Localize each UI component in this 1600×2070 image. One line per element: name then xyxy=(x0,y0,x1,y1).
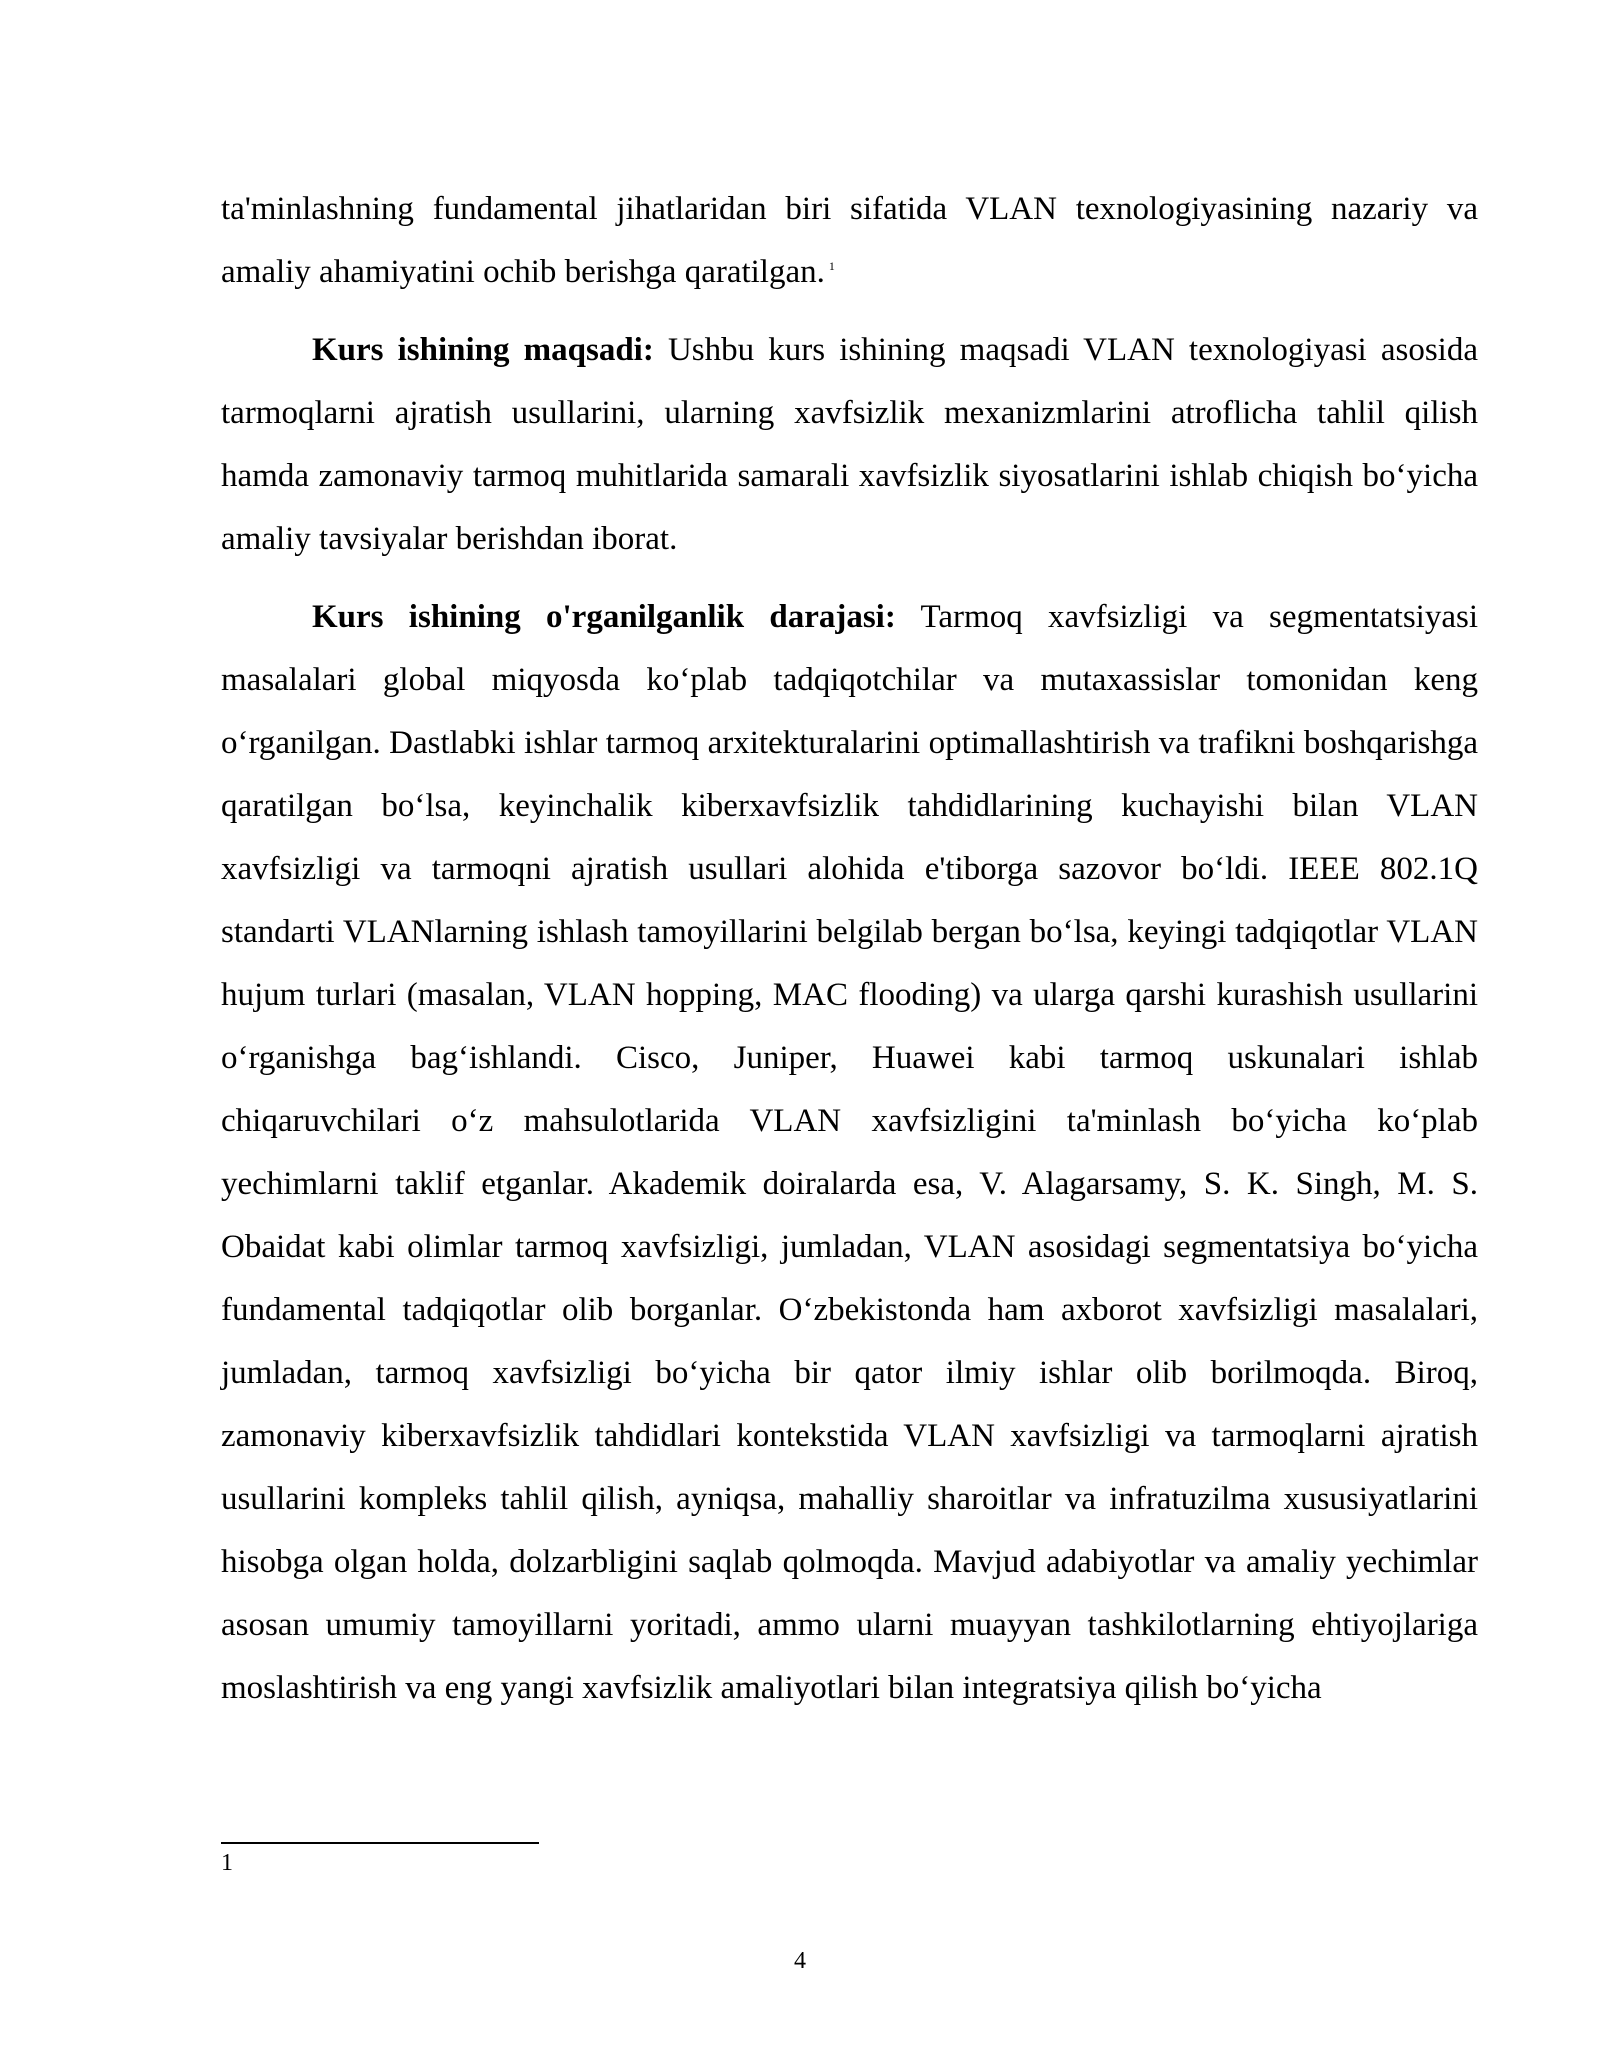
study-level-paragraph xyxy=(221,586,1478,1720)
footnote-separator xyxy=(221,1842,539,1844)
intro-paragraph xyxy=(221,178,1478,304)
study-level-heading: Kurs ishining o'rganilganlik darajasi: xyxy=(312,599,896,635)
footnote-reference[interactable]: 1 xyxy=(828,259,835,273)
goal-heading: Kurs ishining maqsadi: xyxy=(312,332,654,368)
study-level-text: Tarmoq xavfsizligi va segmentatsiyasi masalalari global miqyosda ko‘plab tadqiqotchilar va mutaxassislar tomonidan keng o‘rganilgan. Dastlabki ishlar tarmoq arxitekturalarini optimallashtirish va trafikni boshqarishga qaratilgan bo‘lsa, keyinchalik kiberxavfsizlik tahdidlarining kuchayishi bilan VLAN xavfsizligi va tarmoqni ajratish usullari alohida e'tiborga sazovor bo‘ldi. IEEE 802.1Q standarti VLANlarning ishlash tamoyillarini belgilab bergan bo‘lsa, keyingi tadqiqotlar VLAN hujum turlari (masalan, VLAN hopping, MAC flooding) va ularga qarshi kurashish usullarini o‘rganishga bag‘ishlandi. Cisco, Juniper, Huawei kabi tarmoq uskunalari ishlab chiqaruvchilari o‘z mahsulotlarida VLAN xavfsizligini ta'minlash bo‘yicha ko‘plab yechimlarni taklif etganlar. Akademik doiralarda esa, V. Alagarsamy, S. K. Singh, M. S. Obaidat kabi olimlar tarmoq xavfsizligi, jumladan, VLAN asosidagi segmentatsiya bo‘yicha fundamental tadqiqotlar olib borganlar. O‘zbekistonda ham axborot xavfsizligi masalalari, jumladan, tarmoq xavfsizligi bo‘yicha bir qator ilmiy ishlar olib borilmoqda. Biroq, zamonaviy kiberxavfsizlik tahdidlari kontekstida VLAN xavfsizligi va tarmoqlarni ajratish usullarini kompleks tahlil qilish, ayniqsa, mahalliy sharoitlar va infratuzilma xususiyatlarini hisobga olgan holda, dolzarbligini saqlab qolmoqda. Mavjud adabiyotlar va amaliy yechimlar asosan umumiy tamoyillarni yoritadi, ammo ularni muayyan tashkilotlarning ehtiyojlariga moslashtirish va eng yangi xavfsizlik amaliyotlari bilan integratsiya qilish bo‘yicha xyxy=(221,599,1478,1706)
page-number: 4 xyxy=(794,1948,806,1974)
goal-text: Ushbu kurs ishining maqsadi VLAN texnologiyasi asosida tarmoqlarni ajratish usullarini, ularning xavfsizlik mexanizmlarini atroflicha tahlil qilish hamda zamonaviy tarmoq muhitlarida samarali xavfsizlik siyosatlarini ishlab chiqish bo‘yicha amaliy tavsiyalar berishdan iborat. xyxy=(221,332,1478,557)
footnote-number: 1 xyxy=(221,1850,233,1876)
intro-paragraph-text: ta'minlashning fundamental jihatlaridan biri sifatida VLAN texnologiyasining nazariy va amaliy ahamiyatini ochib berishga qaratilgan. xyxy=(221,191,1478,290)
goal-paragraph xyxy=(221,319,1478,571)
